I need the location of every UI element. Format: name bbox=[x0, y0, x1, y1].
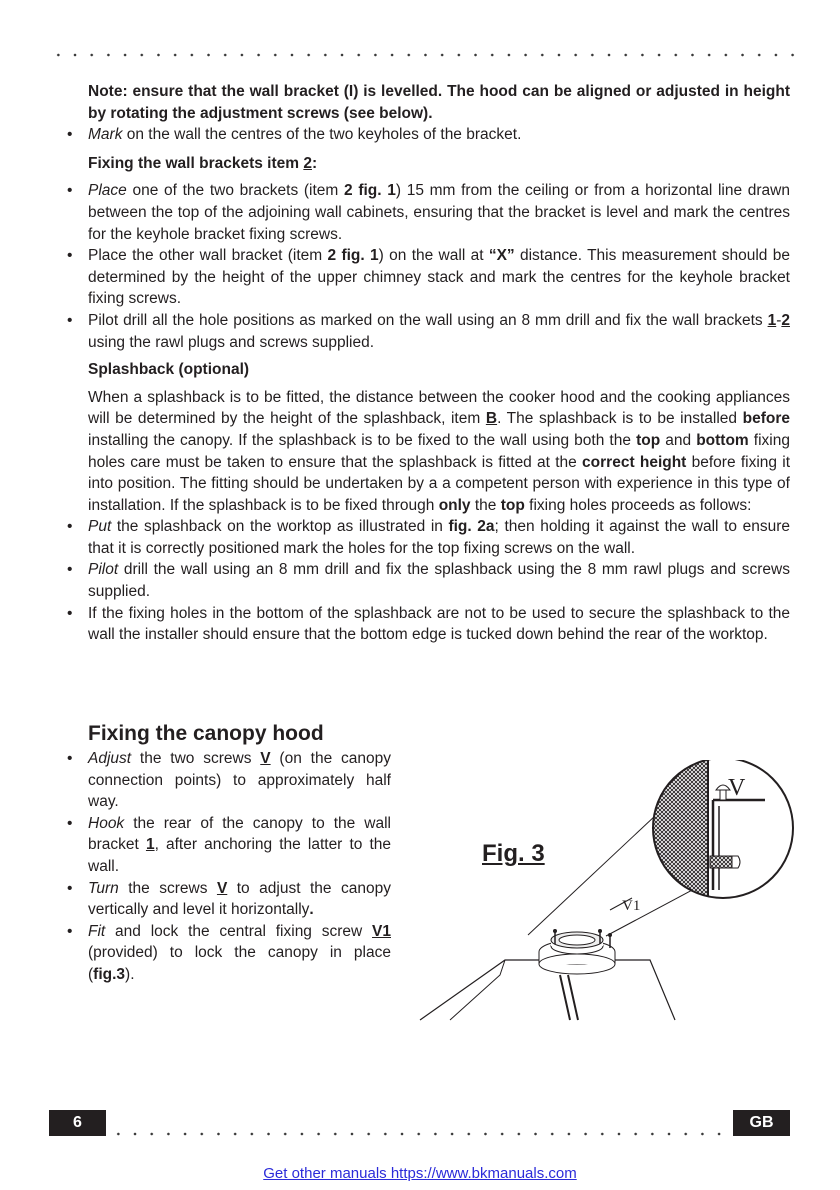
language-badge: GB bbox=[733, 1110, 790, 1136]
bullet-bottom-holes bbox=[88, 603, 790, 646]
page-number: 6 bbox=[49, 1110, 106, 1136]
bullet-place-bracket bbox=[88, 180, 790, 245]
bullet-text: (provided) to lock the canopy in place ( bbox=[88, 944, 391, 983]
leader-line bbox=[606, 888, 696, 936]
bottom-dotted-rule bbox=[110, 1132, 730, 1136]
heading-colon: : bbox=[311, 154, 318, 172]
canopy-illustration bbox=[420, 929, 675, 1020]
heading-item-ref: 2 bbox=[303, 154, 312, 172]
item-ref: V bbox=[260, 750, 271, 767]
fig-ref: fig. 2a bbox=[448, 518, 495, 536]
bullet-text: ) 15 mm from the ceiling or from a horizontal line drawn between the top of the adjoining wall cabinets, ensuring that the bracket is level and mark the centres for the keyhole bracket fixing screws. bbox=[88, 182, 790, 243]
bullet-text: the screws bbox=[118, 879, 217, 897]
levelling-note: Note: ensure that the wall bracket (I) is levelled. The hood can be aligned or adjusted in height by rotating the adjustment screws (see below). bbox=[88, 83, 790, 122]
distance-ref: “X” bbox=[488, 247, 515, 265]
bullet-text: , after anchoring the latter to the wall. bbox=[88, 836, 392, 875]
bullet-text: ; then holding it against the wall to ensure that it is correctly positioned mark the holes for the top fixing screws on the wall. bbox=[88, 518, 790, 557]
para-text: before fixing it into position. The fitting should be undertaken by a a competent person with experience in this type of installation. If the splashback is to be fixed through bbox=[88, 453, 791, 514]
bullet-text: ). bbox=[125, 965, 135, 983]
bullet-emphasis: Place bbox=[88, 182, 127, 200]
canopy-column bbox=[88, 714, 391, 986]
para-bold: bottom bbox=[696, 431, 749, 449]
bullet-text: distance. This measurement should be determined by the height of the upper chimney stack and mark the centres for the keyhole bracket fixing screws. bbox=[88, 247, 790, 308]
bullet-fit bbox=[88, 921, 391, 986]
splashback-paragraph bbox=[88, 387, 790, 517]
para-text: . The splashback is to be installed bbox=[497, 410, 743, 428]
wall-brackets-heading bbox=[88, 153, 790, 175]
para-text: installing the canopy. If the splashback is to be fixed to the wall using both the bbox=[88, 431, 637, 449]
para-text: fixing holes care must be taken to ensure that the splashback is fitted at the bbox=[88, 431, 790, 471]
item-ref: B bbox=[485, 410, 498, 428]
canopy-heading: Fixing the canopy hood bbox=[88, 722, 324, 745]
para-bold: only bbox=[438, 496, 471, 514]
bullet-emphasis: Fit bbox=[88, 922, 106, 940]
para-text: When a splashback is to be fitted, the distance between the cooker hood and the cooking appliances will be determined by the height of the splashback, item bbox=[88, 388, 790, 428]
main-text-column bbox=[88, 81, 790, 646]
bullet-text: If the fixing holes in the bottom of the splashback are not to be used to secure the splashback to the wall the installer should ensure that the bottom edge is tucked down behind the rear of the worktop. bbox=[88, 604, 790, 644]
bullet-text: and lock the central fixing screw bbox=[105, 922, 373, 940]
fig-ref: 2 fig. 1 bbox=[327, 247, 379, 265]
bullet-other-bracket bbox=[88, 245, 790, 310]
bullet-pilot-splashback bbox=[88, 559, 790, 602]
para-text: fixing holes proceeds as follows: bbox=[524, 496, 752, 514]
para-bold: top bbox=[500, 496, 525, 514]
heading-text: Fixing the wall brackets item bbox=[88, 154, 304, 172]
bullet-text: using the rawl plugs and screws supplied. bbox=[88, 333, 375, 351]
item-ref: V1 bbox=[372, 922, 391, 940]
bullet-emphasis: Turn bbox=[88, 879, 119, 897]
bullet-text: (on the canopy connection points) to approximately half way. bbox=[88, 750, 391, 811]
item-ref: 1 bbox=[145, 836, 155, 854]
fig-ref: 2 fig. 1 bbox=[344, 182, 396, 200]
bullet-text: to adjust the canopy vertically and level it horizontally bbox=[88, 879, 391, 919]
bullet-emphasis: Mark bbox=[88, 126, 123, 144]
bullet-put-splashback bbox=[88, 516, 790, 559]
bullet-hook bbox=[88, 813, 391, 878]
bullet-text: the splashback on the worktop as illustrated in bbox=[111, 518, 449, 536]
detail-magnifier bbox=[650, 760, 765, 900]
bullet-emphasis: Adjust bbox=[88, 750, 132, 767]
item-ref: 1 bbox=[767, 311, 777, 329]
fig-ref: fig.3 bbox=[93, 965, 126, 983]
bullet-emphasis: Put bbox=[88, 518, 112, 536]
bullet-period: . bbox=[309, 901, 314, 919]
splashback-heading: Splashback (optional) bbox=[88, 361, 250, 379]
bullet-text: Pilot drill all the hole positions as marked on the wall using an 8 mm drill and fix the wall brackets bbox=[88, 311, 768, 329]
bullet-text: one of the two brackets (item bbox=[126, 182, 345, 200]
bullet-pilot-drill bbox=[88, 310, 790, 353]
bullet-emphasis: Pilot bbox=[88, 561, 119, 579]
item-ref: 2 bbox=[781, 311, 790, 329]
dash: - bbox=[776, 311, 782, 329]
bullet-text: the rear of the canopy to the wall bracket bbox=[88, 814, 391, 854]
bullet-emphasis: Hook bbox=[88, 814, 125, 832]
figure-label: Fig. 3 bbox=[482, 840, 545, 867]
bullet-mark bbox=[88, 124, 790, 146]
bullet-text: ) on the wall at bbox=[378, 247, 489, 265]
bullet-text: on the wall the centres of the two keyholes of the bracket. bbox=[122, 126, 522, 144]
para-bold: top bbox=[636, 431, 661, 449]
para-text: the bbox=[470, 496, 501, 514]
bullet-adjust bbox=[88, 748, 391, 813]
bullet-text: Place the other wall bracket (item bbox=[88, 247, 328, 265]
bullet-text: drill the wall using an 8 mm drill and fix the splashback using the 8 mm rawl plugs and screws supplied. bbox=[88, 561, 790, 601]
bullet-turn bbox=[88, 878, 391, 921]
callout-v1: V1 bbox=[622, 898, 641, 914]
para-bold: correct height bbox=[582, 453, 687, 471]
para-bold: before bbox=[742, 410, 790, 428]
callout-v: V bbox=[728, 775, 746, 801]
para-text: and bbox=[660, 431, 697, 449]
canopy-fixing-diagram bbox=[410, 760, 795, 1025]
leader-line bbox=[528, 800, 672, 935]
manuals-link[interactable]: Get other manuals https://www.bkmanuals.com bbox=[263, 1165, 577, 1182]
item-ref: V bbox=[216, 879, 228, 897]
top-dotted-rule bbox=[50, 53, 795, 57]
bullet-text: the two screws bbox=[131, 750, 261, 767]
